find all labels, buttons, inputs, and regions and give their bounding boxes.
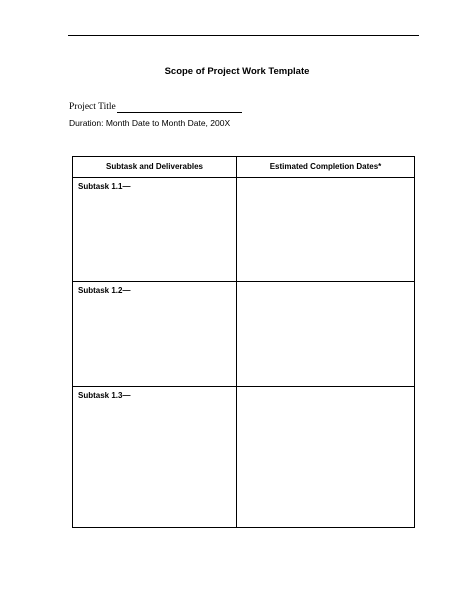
date-cell-1-2[interactable]: [237, 282, 414, 387]
duration-line: Duration: Month Date to Month Date, 200X: [69, 118, 231, 128]
subtask-cell-1-1[interactable]: Subtask 1.1—: [73, 178, 237, 282]
date-cell-1-1[interactable]: [237, 178, 414, 282]
subtask-cell-1-2[interactable]: Subtask 1.2—: [73, 282, 237, 387]
subtask-cell-1-3[interactable]: Subtask 1.3—: [73, 387, 237, 527]
header-subtask-deliverables: Subtask and Deliverables: [73, 157, 237, 178]
project-title-field[interactable]: [69, 101, 242, 113]
scope-table: [72, 156, 415, 528]
project-title-label: Project Title: [69, 102, 116, 112]
header-estimated-completion-dates: Estimated Completion Dates*: [237, 157, 414, 178]
top-divider: [68, 35, 419, 36]
page-title: Scope of Project Work Template: [164, 66, 310, 77]
date-cell-1-3[interactable]: [237, 387, 414, 527]
project-title-blank-line[interactable]: [117, 103, 242, 113]
